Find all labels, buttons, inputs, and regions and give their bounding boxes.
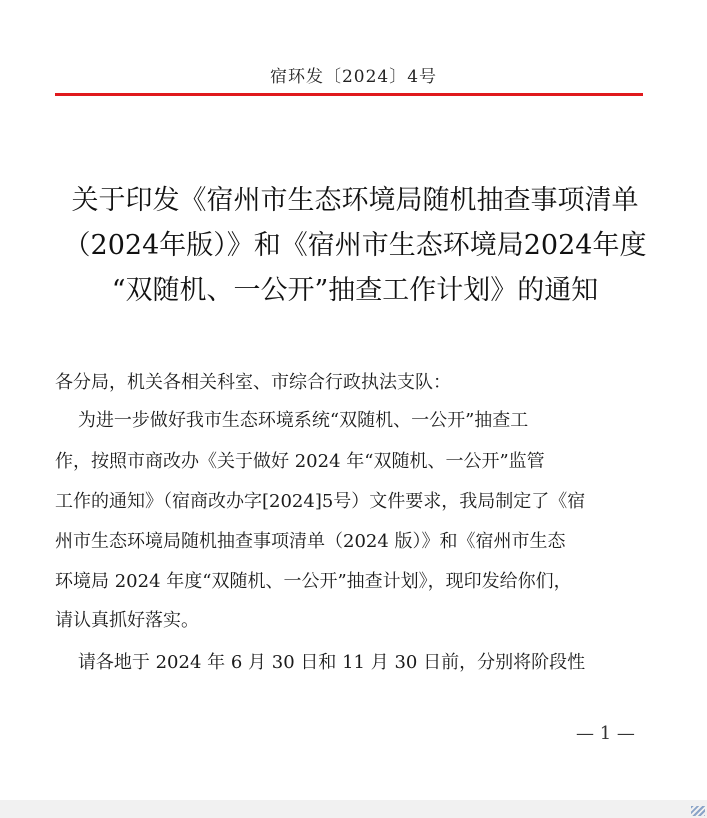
red-header-rule [55,93,643,96]
paragraph-line: 请认真抓好落实。 [55,610,199,631]
paragraph-line: 请各地于 2024 年 6 月 30 日和 11 月 30 日前，分别将阶段性 [55,652,586,673]
paragraph-line: 工作的通知》（宿商改办字[2024]5号）文件要求，我局制定了《宿 [55,491,586,512]
title-line-2: （2024年版）》和《宿州市生态环境局2024年度 [63,230,647,261]
paragraph-line: 作，按照市商改办《关于做好 2024 年“双随机、一公开”监管 [55,451,545,472]
document-title [40,178,670,313]
document-number: 宿环发〔2024〕4号 [269,67,438,87]
resize-grip-icon[interactable] [691,806,705,816]
salutation: 各分局，机关各相关科室、市综合行政执法支队： [55,372,451,393]
title-line-3: “双随机、一公开”抽查工作计划》的通知 [111,275,599,306]
page-number: — 1 — [576,723,635,744]
paragraph-line: 为进一步做好我市生态环境系统“双随机、一公开”抽查工 [55,410,529,431]
paragraph-line: 环境局 2024 年度“双随机、一公开”抽查计划》，现印发给你们， [55,571,572,592]
title-line-1: 关于印发《宿州市生态环境局随机抽查事项清单 [71,185,639,216]
paragraph-line: 州市生态环境局随机抽查事项清单（2024 版）》和《宿州市生态 [55,531,566,552]
